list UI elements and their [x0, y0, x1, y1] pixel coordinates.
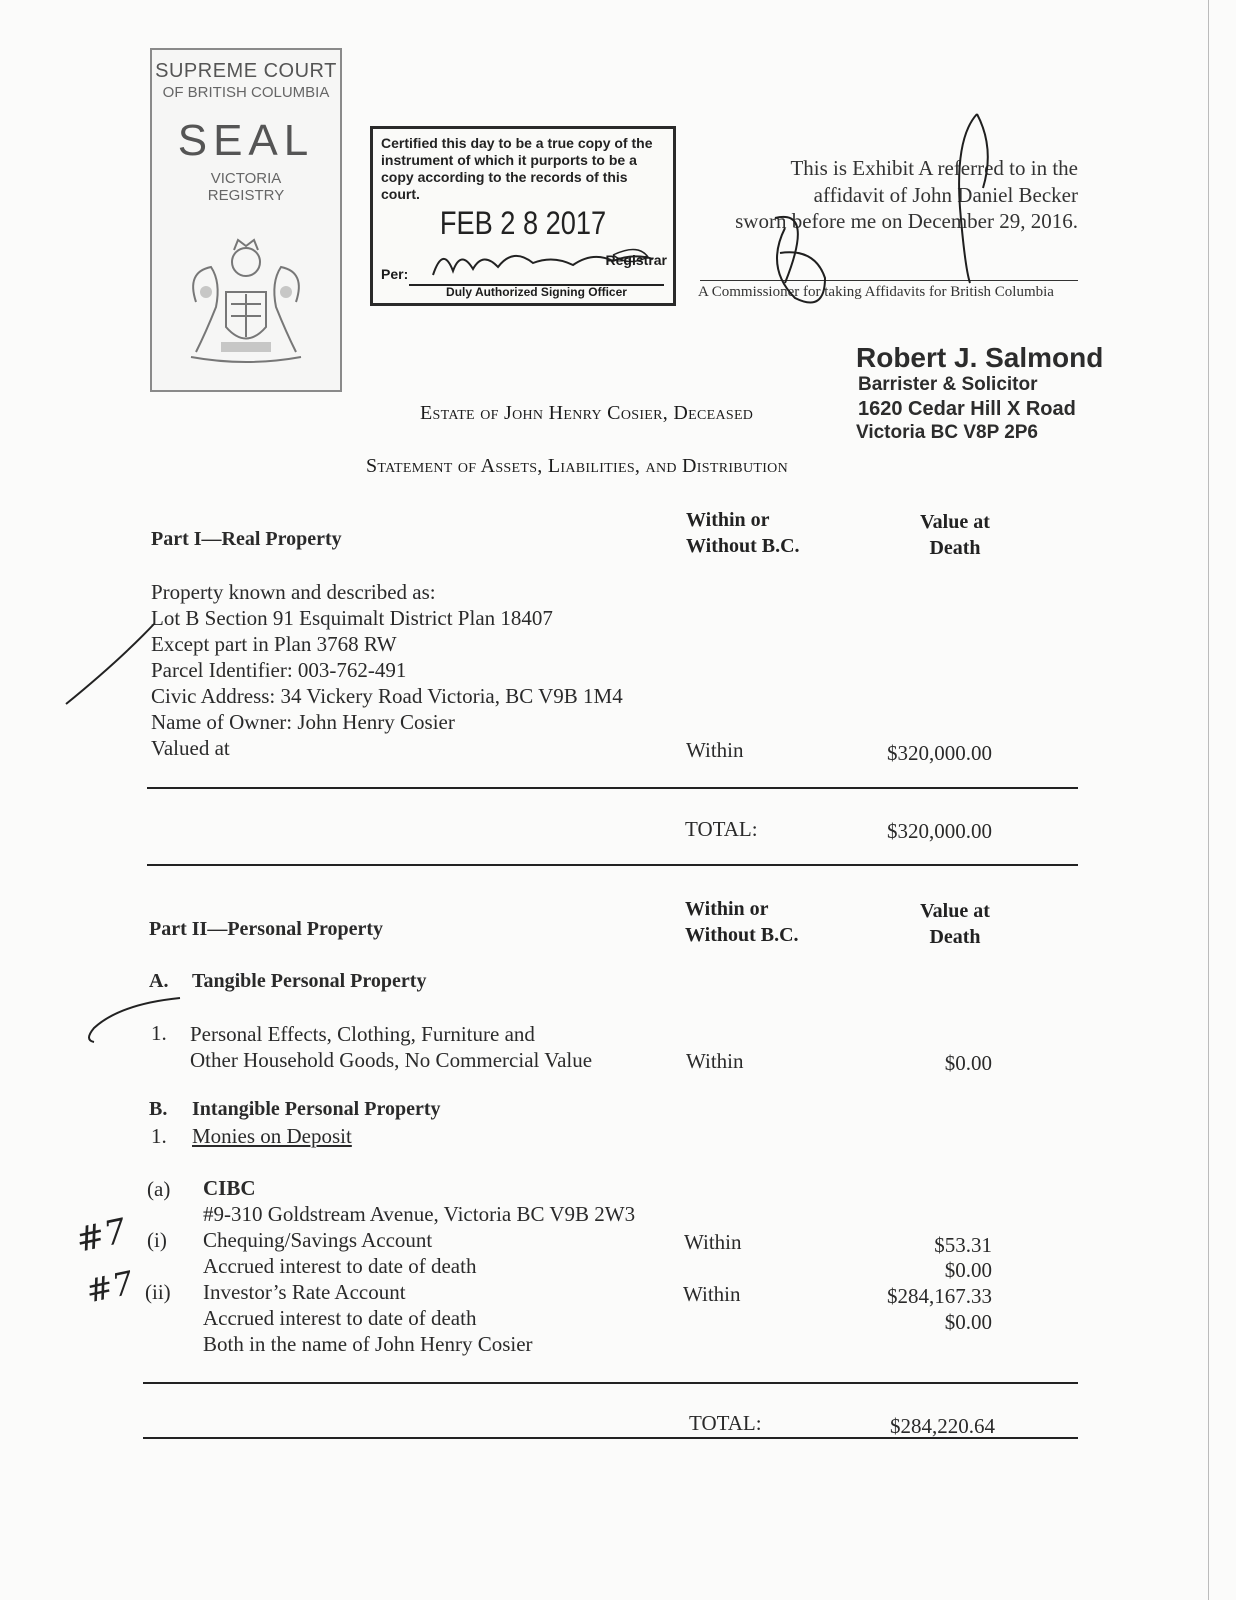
- a1-line1: Personal Effects, Clothing, Furniture and: [190, 1022, 535, 1046]
- registrar-label: Registrar: [605, 252, 667, 268]
- scan-edge: [1208, 0, 1209, 1600]
- part1-total-divider: [147, 864, 1078, 866]
- acct1-name: Chequing/Savings Account: [203, 1228, 433, 1252]
- commissioner-label: A Commissioner for taking Affidavits for British Columbia: [698, 284, 1054, 300]
- per-label: Per:: [381, 266, 409, 282]
- bank-name: CIBC: [203, 1176, 256, 1200]
- part1-within: Within: [686, 738, 744, 762]
- both-names-note: Both in the name of John Henry Cosier: [203, 1332, 533, 1356]
- item-a1-description: [190, 1021, 592, 1073]
- acct2-name: Investor’s Rate Account: [203, 1280, 406, 1304]
- acct1-within: Within: [684, 1230, 742, 1254]
- part2-total-label: TOTAL:: [689, 1411, 762, 1435]
- seal-line-seal: SEAL: [177, 116, 315, 165]
- item-b1-heading: Monies on Deposit: [192, 1124, 352, 1148]
- checkmark-icon: [60, 620, 160, 710]
- certified-copy-stamp: [370, 126, 676, 306]
- acct2-label: (ii): [145, 1280, 171, 1304]
- item-b1-number: 1.: [151, 1124, 167, 1148]
- item-a1-within: Within: [686, 1049, 744, 1073]
- part1-value: $320,000.00: [887, 741, 992, 765]
- property-line: Valued at: [151, 736, 230, 760]
- checkmark-icon: [80, 990, 190, 1050]
- commissioner-signature-icon: [755, 108, 995, 318]
- col-value-line2: Death: [929, 926, 981, 948]
- part2-col-value: [900, 898, 1010, 950]
- acct2-interest: Accrued interest to date of death: [203, 1306, 477, 1330]
- seal-line-bc: OF BRITISH COLUMBIA: [162, 84, 330, 101]
- acct1-interest-value: $0.00: [944, 1258, 992, 1282]
- property-description: [151, 579, 623, 761]
- estate-title: Estate of John Henry Cosier, Deceased: [420, 402, 754, 424]
- property-line: Name of Owner: John Henry Cosier: [151, 710, 455, 734]
- section-b-label: B.: [149, 1098, 168, 1120]
- part2-total-value: $284,220.64: [890, 1414, 995, 1438]
- section-b-heading: Intangible Personal Property: [192, 1098, 441, 1120]
- col-value-line1: Value at: [920, 900, 990, 922]
- section-a-heading: Tangible Personal Property: [192, 970, 427, 992]
- coat-of-arms-icon: [176, 232, 316, 372]
- col-value-line2: Death: [929, 537, 981, 559]
- acct1-label: (i): [147, 1228, 167, 1252]
- acct2-value: $284,167.33: [887, 1284, 992, 1308]
- property-line: Except part in Plan 3768 RW: [151, 632, 397, 656]
- property-line: Parcel Identifier: 003-762-491: [151, 658, 407, 682]
- seal-registry: REGISTRY: [207, 187, 285, 204]
- part1-col-within: [686, 507, 800, 559]
- property-line: Property known and described as:: [151, 580, 436, 604]
- part1-divider: [147, 787, 1078, 789]
- lawyer-address-1: 1620 Cedar Hill X Road: [858, 398, 1076, 420]
- part1-col-value: [900, 509, 1010, 561]
- seal-line-victoria: [152, 170, 340, 204]
- col-within-line2: Without B.C.: [685, 924, 799, 946]
- a1-line2: Other Household Goods, No Commercial Value: [190, 1048, 593, 1072]
- part2-total-divider: [143, 1437, 1078, 1439]
- exhibit-line-2: affidavit of John Daniel Becker: [813, 183, 1078, 207]
- certified-date: FEB 2 8 2017: [439, 205, 607, 241]
- statement-title: Statement of Assets, Liabilities, and Distribution: [366, 455, 788, 477]
- part1-heading: Part I—Real Property: [151, 528, 342, 550]
- lawyer-name: Robert J. Salmond: [856, 342, 1104, 373]
- lawyer-title: Barrister & Solicitor: [858, 374, 1038, 395]
- handwritten-note-2: #7: [82, 1263, 137, 1311]
- part2-divider: [143, 1382, 1078, 1384]
- part1-total-value: $320,000.00: [887, 819, 992, 843]
- exhibit-line-3: sworn before me on December 29, 2016.: [735, 209, 1078, 233]
- acct1-interest: Accrued interest to date of death: [203, 1254, 477, 1278]
- seal-line-supreme-court: SUPREME COURT: [155, 60, 337, 82]
- property-line: Lot B Section 91 Esquimalt District Plan 18407: [151, 606, 553, 630]
- col-within-line1: Within or: [685, 898, 769, 920]
- acct1-value: $53.31: [934, 1233, 992, 1257]
- lawyer-address-2: Victoria BC V8P 2P6: [856, 422, 1039, 443]
- section-a-label: A.: [149, 970, 169, 992]
- col-within-line1: Within or: [686, 509, 770, 531]
- court-seal: [150, 48, 342, 392]
- signing-officer-label: Duly Authorized Signing Officer: [446, 285, 627, 299]
- bank-label: (a): [147, 1177, 171, 1201]
- item-a1-value: $0.00: [944, 1051, 992, 1075]
- col-within-line2: Without B.C.: [686, 535, 800, 557]
- seal-victoria: VICTORIA: [210, 170, 282, 187]
- acct2-interest-value: $0.00: [944, 1310, 992, 1334]
- acct2-within: Within: [683, 1282, 741, 1306]
- handwritten-note-1: #7: [72, 1211, 130, 1261]
- item-a1-number: 1.: [151, 1021, 167, 1045]
- exhibit-line-1: This is Exhibit A referred to in the: [790, 156, 1078, 180]
- part2-heading: Part II—Personal Property: [149, 918, 384, 940]
- col-value-line1: Value at: [920, 511, 990, 533]
- property-line: Civic Address: 34 Vickery Road Victoria, BC V9B 1M4: [151, 684, 623, 708]
- certified-text: Certified this day to be a true copy of the instrument of which it purports to be a copy according to the records of this court.: [381, 135, 653, 202]
- part2-col-within: [685, 896, 799, 948]
- part1-total-label: TOTAL:: [685, 817, 758, 841]
- bank-address: #9-310 Goldstream Avenue, Victoria BC V9B 2W3: [203, 1202, 636, 1226]
